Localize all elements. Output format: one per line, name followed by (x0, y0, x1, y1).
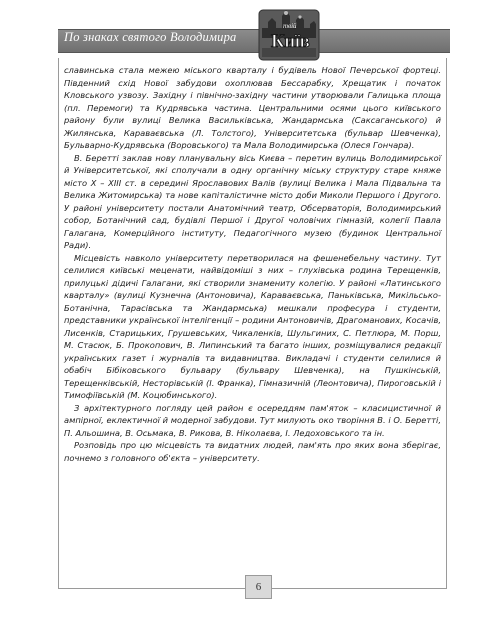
paragraph: Місцевість навколо університету перетворилася на фешенебельну частину. Тут селилися київські меценати, найвідоміші з них – глухівська родина Терещенків, прилуцькі дідичі Галагани, які створили знамениту колегію. У районі «Латинського кварталу» (вулиці Кузнечна (Антоновича), Караваєвська, Паньківська, Микільсько-Ботанічна, Тарасівська та Жандармська) мешкали професура і студенти, представники української інтелігенції – родини Антоновичів, Драгоманових, Косачів, Лисенків, Старицьких, Грушевських, Чикаленків, Шульгиних, С. Петлюра, М. Порш, М. Стасюк, Б. Прокопович, В. Липинський та багато інших, розміщувалися редакції українських газет і журналів та видавництва. Викладачі і студенти селилися й обабіч Бібіковського бульвару (бульвару Шевченка), на Пушкінській, Терещенківській, Несторівській (І. Франка), Гімназичній (Леонтовича), Пироговській і Тимофіївській (М. Коцюбинського). (64, 252, 441, 400)
paragraph: славинська стала межею міського кварталу і будівель Нової Печерської фортеці. Південний схід Нової забудови охоплював Бессарабку, Хрещатик і початок Кловського узвозу. Західну і північно-західну частини утворювали Галицька площа (пл. Перемоги) та Кудрявська частина. Центральними осями цього київського району були вулиці Велика Васильківська, Жандармська (Саксаганського) й Жилянська, Караваєвська (Л. Толстого), Університетська (бульвар Шевченка), Бульварно-Кудрявська (Воровського) та Мала Володимирська (Олеся Гончара). (64, 65, 441, 150)
running-title: По знаках святого Володимира (64, 30, 237, 44)
paragraph: З архітектурного погляду цей район є осереддям пам'яток – класицистичної й ампірної, еклектичної й модерної забудови. Тут милують око творіння В. і О. Беретті, П. Альошина, В. Осьмака, В. Рикова, В. Ніколаєва, І. Ледоховського та ін. (64, 402, 441, 438)
page-number: 6 (245, 575, 272, 599)
emblem-title: Київ (271, 31, 310, 52)
page-frame-right (446, 58, 447, 588)
emblem-subtitle: твій (283, 22, 297, 30)
body-text (64, 64, 441, 464)
paragraph: Розповідь про цю місцевість та видатних людей, пам'ять про яких вона зберігає, почнемо з головного об'єкта – університету. (64, 440, 441, 463)
paragraph: В. Беретті заклав нову планувальну вісь Києва – перетин вулиць Володимирської й Університетської, які сполучали в одну органічну міську структуру старе княже місто X – XIII ст. в середині Ярославових Валів (вулиці Велика і Мала Підвальна та Велика Житомирська) та нове капіталістичне місто доби Миколи Першого і Другого. У районі університету постали Анатомічний театр, Обсерваторія, Володимирський собор, Ботанічний сад, будівлі Першої і Другої чоловічих гімназій, колегії Павла Галагана, Комерційного інституту, Педагогічного музею (будинок Центральної Ради). (64, 152, 441, 250)
page-frame-left (58, 58, 59, 588)
